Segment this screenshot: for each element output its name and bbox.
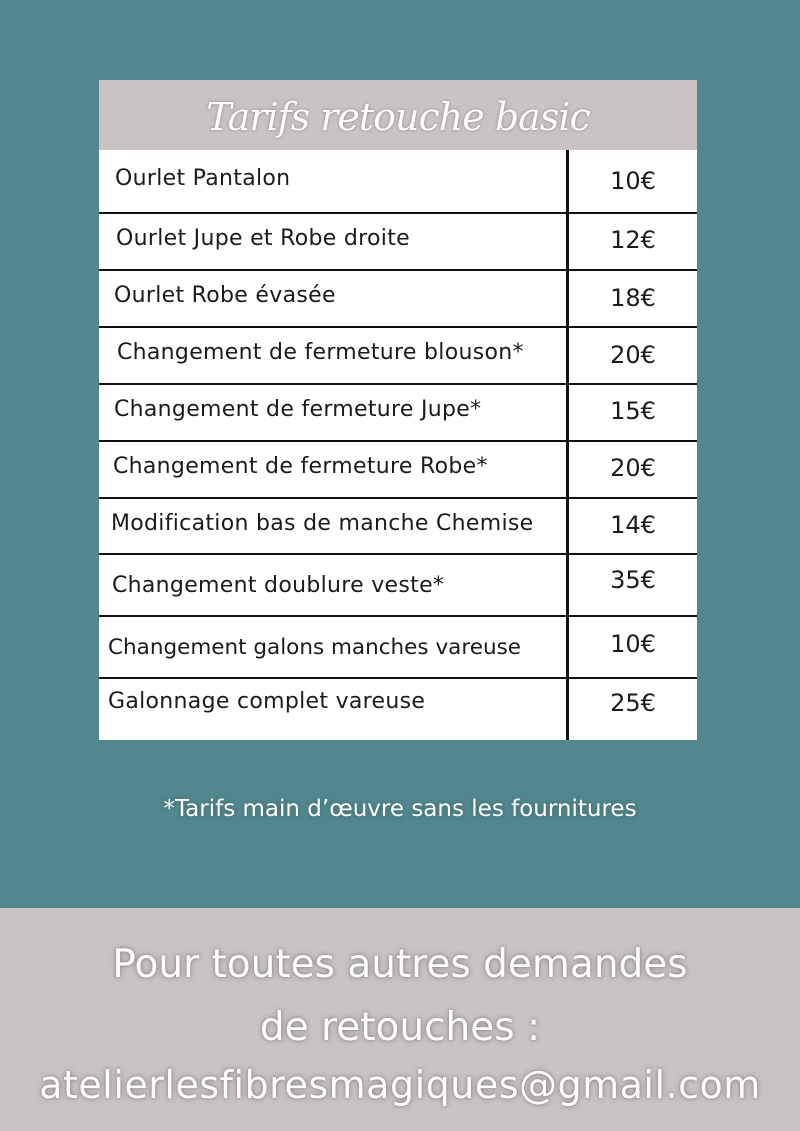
price-table-header <box>99 80 697 150</box>
price-row <box>99 214 697 270</box>
price-table-card <box>99 80 697 740</box>
service-name: Changement de fermeture Jupe* <box>114 397 482 422</box>
price-row <box>99 555 697 615</box>
service-price: 15€ <box>610 397 656 425</box>
service-price: 12€ <box>610 226 656 254</box>
price-row <box>99 271 697 327</box>
service-name: Changement de fermeture Robe* <box>113 454 488 479</box>
price-row <box>99 679 697 740</box>
price-row <box>99 328 697 384</box>
price-row <box>99 150 697 213</box>
service-price: 10€ <box>610 630 656 658</box>
contact-line-1: Pour toutes autres demandes <box>112 942 688 987</box>
contact-panel <box>0 908 800 1131</box>
price-table-title: Tarifs retouche basic <box>206 95 590 139</box>
service-name: Changement de fermeture blouson* <box>117 340 524 365</box>
service-price: 25€ <box>610 689 656 717</box>
contact-email[interactable]: atelierlesfibresmagiques@gmail.com <box>39 1063 761 1107</box>
service-name: Changement doublure veste* <box>112 573 445 598</box>
service-price: 18€ <box>610 284 656 312</box>
service-name: Ourlet Robe évasée <box>114 283 336 308</box>
service-price: 20€ <box>610 341 656 369</box>
service-price: 10€ <box>610 167 656 195</box>
service-name: Ourlet Pantalon <box>115 166 291 191</box>
service-name: Changement galons manches vareuse <box>108 635 521 660</box>
price-row <box>99 442 697 498</box>
service-price: 35€ <box>610 566 656 594</box>
price-row <box>99 617 697 678</box>
price-row <box>99 499 697 555</box>
service-price: 20€ <box>610 454 656 482</box>
service-name: Ourlet Jupe et Robe droite <box>116 226 410 251</box>
service-name: Modification bas de manche Chemise <box>111 511 534 536</box>
service-price: 14€ <box>610 511 656 539</box>
footnote: *Tarifs main d’œuvre sans les fournitures <box>163 796 637 822</box>
contact-line-2: de retouches : <box>259 1005 541 1050</box>
service-name: Galonnage complet vareuse <box>108 689 426 714</box>
price-row <box>99 385 697 441</box>
